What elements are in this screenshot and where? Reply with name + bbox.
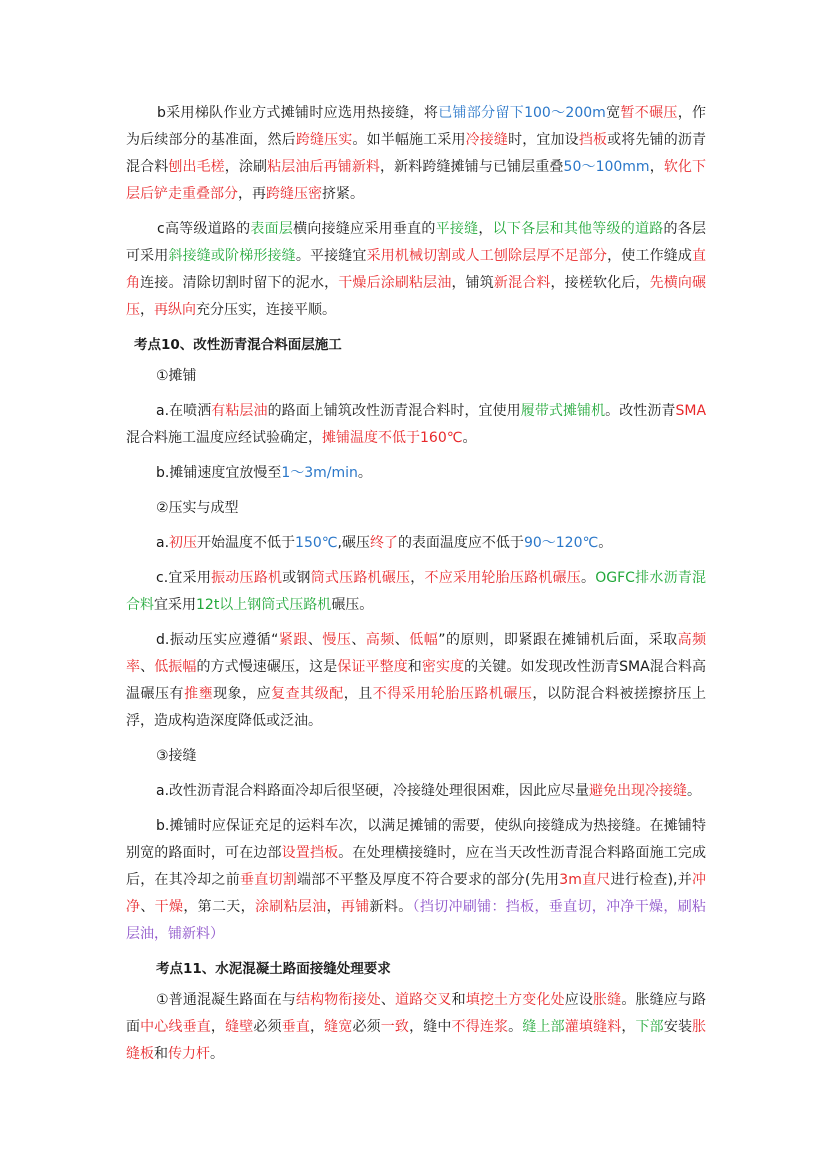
highlighted-text: 150℃ <box>295 535 338 551</box>
text-run: ，使工作缝成 <box>607 248 693 264</box>
highlighted-text: 再铺 <box>340 899 370 915</box>
highlighted-text: 缝壁 <box>225 1019 254 1035</box>
text-run: 端部不平整及厚度不符合要求的部分(先用 <box>297 872 560 888</box>
paragraph-a-compaction-temp <box>126 530 706 557</box>
highlighted-text: 1～3m/min <box>281 465 358 481</box>
text-run: ， <box>140 302 154 318</box>
text-run: 。平接缝宜 <box>295 248 367 264</box>
paragraph-c-transverse-joint <box>126 216 706 324</box>
text-run: 或钢 <box>282 570 311 586</box>
text-run: 宜采用 <box>154 597 196 613</box>
paragraph-a-cold-joint <box>126 778 706 805</box>
highlighted-text: 以下各层和其他等级的道路 <box>492 221 664 237</box>
highlighted-text: 胀缝板 <box>126 1019 707 1062</box>
text-run: ， <box>478 221 493 237</box>
text-run: 必须 <box>253 1019 282 1035</box>
text-run: 、 <box>140 659 155 675</box>
highlighted-text: 紧跟 <box>278 632 308 648</box>
highlighted-text: 已铺部分留下100～200m <box>438 105 606 121</box>
text-run: 的关键。如发现改性沥青SMA混合料高温碾压有 <box>126 659 707 702</box>
text-run: 。 <box>210 1046 224 1062</box>
text-run: 、 <box>380 992 395 1008</box>
text-run: b.摊铺时应保证充足的运料车次，以满足摊铺的需要，使纵向接缝成为热接缝。在摊铺特别宽的路面时，可在边部 <box>126 818 706 861</box>
highlighted-text: 垂直切割 <box>240 872 298 888</box>
highlighted-text: 结构物衔接处 <box>295 992 381 1008</box>
highlighted-text: 缝宽 <box>324 1019 353 1035</box>
text-run: ，第二天， <box>183 899 255 915</box>
text-run: 。改性沥青 <box>605 403 676 419</box>
text-run: 。胀缝应与路面 <box>126 992 707 1035</box>
highlighted-text: 斜接缝或阶梯形接缝 <box>168 248 296 264</box>
text-run: 开始温度不低于 <box>197 535 296 551</box>
highlighted-text: 表面层 <box>250 221 294 237</box>
highlighted-text: 不得采用轮胎压路机碾压 <box>372 686 533 702</box>
highlighted-text: 胀缝 <box>593 992 622 1008</box>
text-run: b.摊铺速度宜放慢至 <box>156 465 282 481</box>
highlighted-text: （挡切冲刷铺：挡板，垂直切，冲净干燥，刷粘层油，铺新料） <box>126 899 707 942</box>
highlighted-text: 保证平整度 <box>337 659 408 675</box>
highlighted-text: 慢压 <box>322 632 352 648</box>
highlighted-text: 履带式摊铺机 <box>520 403 606 419</box>
highlighted-text: 粘层油后再铺新料 <box>267 159 381 175</box>
text-run: ， <box>326 899 341 915</box>
text-run: c高等级道路的 <box>157 221 251 237</box>
highlighted-text: 筒式压路机碾压 <box>310 570 411 586</box>
highlighted-text: 跨缝压密 <box>266 186 322 202</box>
text-run: 和 <box>154 1046 168 1062</box>
paragraph-expansion-joint <box>126 987 706 1068</box>
text-run: 新料。 <box>369 899 413 915</box>
highlighted-text: 中心线垂直 <box>140 1019 211 1035</box>
highlighted-text: 直角 <box>126 248 707 291</box>
text-run: 和 <box>407 659 422 675</box>
text-run: 充分压实，连接平顺。 <box>196 302 336 318</box>
text-run: 碾压。 <box>331 597 374 613</box>
highlighted-text: 挡板 <box>578 132 608 148</box>
paragraph-b-hot-joint <box>126 100 706 208</box>
text-run: 和 <box>451 992 466 1008</box>
text-run: 。 <box>598 535 613 551</box>
text-run: ,碾压 <box>337 535 370 551</box>
subheading-compaction: ②压实与成型 <box>156 500 239 516</box>
text-run: ， <box>310 1019 325 1035</box>
text-run: ，再 <box>238 186 266 202</box>
text-run: 。如半幅施工采用 <box>352 132 466 148</box>
highlighted-text: 传力杆 <box>168 1046 210 1062</box>
text-run: 横向接缝应采用垂直的 <box>293 221 436 237</box>
highlighted-text: 刨出毛槎 <box>168 159 225 175</box>
text-run: 的各层可采用 <box>126 221 707 264</box>
text-run: c.宜采用 <box>156 570 212 586</box>
text-run: 混合料施工温度应经试验确定， <box>126 430 322 446</box>
text-run: a.改性沥青混合料路面冷却后很坚硬，冷接缝处理很困难，因此应尽量 <box>156 783 590 799</box>
highlighted-text: 初压 <box>169 535 198 551</box>
highlighted-text: 低幅 <box>409 632 439 648</box>
highlighted-text: 避免出现冷接缝 <box>589 783 688 799</box>
text-run: 必须 <box>352 1019 381 1035</box>
text-run: ， <box>649 159 664 175</box>
highlighted-text: 不应采用轮胎压路机碾压 <box>424 570 581 586</box>
text-run: b采用梯队作业方式摊铺时应选用热接缝，将 <box>157 105 439 121</box>
text-run: 。 <box>357 465 372 481</box>
highlighted-text: 缝上部 <box>522 1019 565 1035</box>
text-run: 进行检查),并 <box>610 872 693 888</box>
highlighted-text: 12t以上钢筒式压路机 <box>196 597 332 613</box>
highlighted-text: 平接缝 <box>435 221 479 237</box>
text-run: 、 <box>394 632 410 648</box>
highlighted-text: 软化下层后铲走重叠部分 <box>126 159 707 202</box>
highlighted-text: 摊铺温度不低于160℃ <box>322 430 463 446</box>
subheading-paving: ①摊铺 <box>156 368 197 384</box>
highlighted-text: 冲净 <box>126 872 707 915</box>
text-run: 的方式慢速碾压，这是 <box>196 659 338 675</box>
highlighted-text: 一致 <box>380 1019 410 1035</box>
highlighted-text: 垂直 <box>281 1019 310 1035</box>
highlighted-text: 不得连浆 <box>451 1019 509 1035</box>
highlighted-text: 填挖土方变化处 <box>465 992 565 1008</box>
highlighted-text: 先横向碾压 <box>126 275 707 318</box>
paragraph-b-transverse-joint <box>126 813 706 948</box>
text-run: ，以防混合料被搓擦挤压上浮，造成构造深度降低或泛油。 <box>126 686 707 729</box>
text-run: ，新料跨缝摊铺与已铺层重叠 <box>380 159 564 175</box>
highlighted-text: 高频率 <box>126 632 707 675</box>
text-run: 。 <box>687 783 702 799</box>
highlighted-text: 再纵向 <box>154 302 196 318</box>
highlighted-text: 设置挡板 <box>281 845 339 861</box>
text-run: 或将先铺的沥青混合料 <box>126 132 707 175</box>
text-run: 现象，应 <box>213 686 272 702</box>
text-run: ，且 <box>343 686 373 702</box>
text-run: ， <box>410 570 425 586</box>
paragraph-b-paving-speed <box>126 460 706 487</box>
highlighted-text: 3m直尺 <box>559 872 611 888</box>
highlighted-text: 低振幅 <box>154 659 197 675</box>
highlighted-text: 道路交叉 <box>395 992 452 1008</box>
text-run: 。 <box>508 1019 523 1035</box>
text-run: ，作为后续部分的基准面，然后 <box>126 105 707 148</box>
text-run: 。 <box>462 430 477 446</box>
text-run: ，涂刷 <box>224 159 268 175</box>
document-body <box>126 100 706 1076</box>
paragraph-d-vibration <box>126 627 706 735</box>
text-run: ”的原则，即紧跟在摊铺机后面，采取 <box>438 632 678 648</box>
text-run: 、 <box>307 632 323 648</box>
text-run: 挤紧。 <box>322 186 364 202</box>
text-run: 连接。清除切割时留下的泥水， <box>140 275 339 291</box>
highlighted-text: 跨缝压实 <box>295 132 353 148</box>
highlighted-text: 冷接缝 <box>465 132 509 148</box>
paragraph-c-roller <box>126 565 706 619</box>
section-heading-11: 考点11、水泥混凝土路面接缝处理要求 <box>156 961 391 977</box>
highlighted-text: 涂刷粘层油 <box>254 899 327 915</box>
highlighted-text: 密实度 <box>421 659 465 675</box>
text-run: ，接槎软化后， <box>550 275 650 291</box>
highlighted-text: 50～100mm <box>563 159 650 175</box>
highlighted-text: 复查其级配 <box>271 686 344 702</box>
text-run: 安装 <box>663 1019 693 1035</box>
highlighted-text: 有粘层油 <box>211 403 268 419</box>
highlighted-text: 干燥后涂刷粘层油 <box>338 275 452 291</box>
text-run: ，铺筑 <box>451 275 494 291</box>
highlighted-text: 灌填缝料 <box>564 1019 622 1035</box>
text-run: ， <box>210 1019 226 1035</box>
highlighted-text: 干燥 <box>154 899 184 915</box>
text-run: 时，宜加设 <box>508 132 579 148</box>
highlighted-text: 终了 <box>369 535 398 551</box>
highlighted-text: 推壅 <box>184 686 214 702</box>
text-run: ①普通混凝生路面在与 <box>156 992 296 1008</box>
paragraph-a-paving <box>126 398 706 452</box>
highlighted-text: OGFC排水沥青混合料 <box>126 570 707 613</box>
text-run: 。在处理横接缝时，应在当天改性沥青混合料路面施工完成后，在其冷却之前 <box>126 845 707 888</box>
text-run: 。 <box>580 570 596 586</box>
text-run: 、 <box>140 899 155 915</box>
text-run: ， <box>621 1019 636 1035</box>
highlighted-text: 振动压路机 <box>211 570 283 586</box>
highlighted-text: 采用机械切割或人工刨除层厚不足部分 <box>366 248 608 264</box>
text-run: 的路面上铺筑改性沥青混合料时，宜使用 <box>267 403 521 419</box>
text-run: 、 <box>351 632 366 648</box>
highlighted-text: 新混合料 <box>493 275 551 291</box>
text-run: 应设 <box>564 992 594 1008</box>
text-run: d.振动压实应遵循“ <box>156 632 279 648</box>
text-run: a.在喷洒 <box>156 403 212 419</box>
highlighted-text: 90～120℃ <box>523 535 599 551</box>
highlighted-text: 高频 <box>365 632 395 648</box>
highlighted-text: SMA <box>675 403 707 419</box>
section-heading-10: 考点10、改性沥青混合料面层施工 <box>134 337 342 353</box>
highlighted-text: 暂不碾压 <box>620 105 678 121</box>
text-run: 的表面温度应不低于 <box>397 535 524 551</box>
highlighted-text: 下部 <box>635 1019 664 1035</box>
subheading-joints: ③接缝 <box>156 748 197 764</box>
text-run: ，缝中 <box>409 1019 452 1035</box>
text-run: a. <box>156 535 170 551</box>
text-run: 宽 <box>605 105 621 121</box>
